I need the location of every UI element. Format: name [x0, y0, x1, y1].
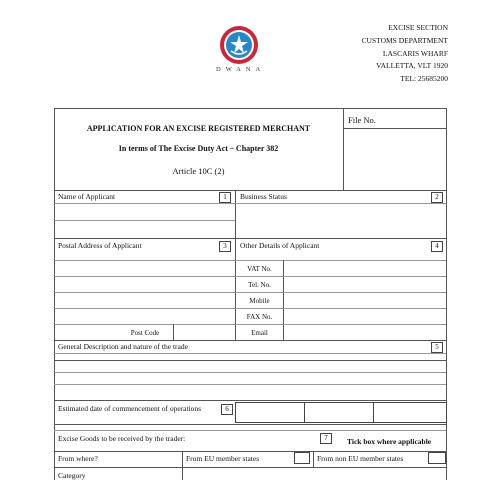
business-status-field[interactable]: [236, 204, 446, 238]
emblem-icon: [219, 25, 259, 65]
customs-logo: [219, 25, 259, 65]
form-subtitle: In terms of The Excise Duty Act – Chapter 382: [118, 144, 279, 153]
field-number: 2: [431, 192, 443, 203]
post-code-field[interactable]: [174, 325, 235, 340]
fax-no-field[interactable]: [284, 309, 446, 324]
address-line: LASCARIS WHARF: [382, 49, 448, 58]
email-label: Email: [251, 329, 268, 337]
field-number: 5: [431, 342, 443, 353]
tick-box-note: Tick box where applicable: [347, 437, 432, 446]
email-field[interactable]: [284, 325, 446, 340]
file-no-label: File No.: [348, 115, 376, 125]
file-no-field[interactable]: [344, 129, 446, 190]
date-day-box[interactable]: [235, 402, 305, 423]
commencement-label: Estimated date of commencement of operations: [58, 404, 202, 413]
general-description-label: General Description and nature of the trade: [58, 342, 188, 351]
from-non-eu-checkbox[interactable]: [428, 452, 446, 464]
mobile-label: Mobile: [249, 297, 270, 305]
tel-no-label: Tel. No.: [248, 281, 271, 289]
from-non-eu-label: From non EU member states: [317, 454, 404, 463]
address-line: CUSTOMS DEPARTMENT: [361, 36, 448, 45]
from-eu-label: From EU member states: [186, 454, 260, 463]
from-eu-checkbox[interactable]: [294, 452, 310, 464]
postal-address-field[interactable]: [55, 261, 235, 325]
tel-no-field[interactable]: [284, 277, 446, 292]
date-month-box[interactable]: [304, 402, 374, 423]
name-of-applicant-label: Name of Applicant: [58, 192, 116, 201]
field-number: 1: [219, 192, 231, 203]
fax-no-label: FAX No.: [246, 313, 273, 321]
post-code-label: Post Code: [130, 329, 160, 337]
date-year-box[interactable]: [373, 402, 447, 423]
mobile-field[interactable]: [284, 293, 446, 308]
name-of-applicant-field[interactable]: [55, 204, 235, 238]
excise-goods-label: Excise Goods to be received by the trader:: [58, 434, 186, 443]
address-line: TEL: 25685200: [400, 74, 448, 83]
postal-address-label: Postal Address of Applicant: [58, 241, 142, 250]
category-label: Category: [58, 471, 86, 480]
general-description-field[interactable]: [55, 360, 446, 400]
field-number: 4: [431, 241, 443, 252]
form-article: Article 10C (2): [172, 166, 225, 176]
address-line: EXCISE SECTION: [388, 23, 448, 32]
field-number: 6: [221, 404, 233, 415]
vat-no-label: VAT No.: [247, 265, 272, 273]
address-line: VALLETTA, VLT 1920: [376, 61, 448, 70]
vat-no-field[interactable]: [284, 261, 446, 276]
form-title: APPLICATION FOR AN EXCISE REGISTERED MERCHANT: [86, 124, 311, 133]
from-where-label: From where?: [58, 454, 98, 463]
business-status-label: Business Status: [240, 192, 287, 201]
field-number: 7: [320, 433, 332, 444]
other-details-label: Other Details of Applicant: [240, 241, 320, 250]
field-number: 3: [219, 241, 231, 252]
logo-text: DWANA: [216, 66, 266, 73]
